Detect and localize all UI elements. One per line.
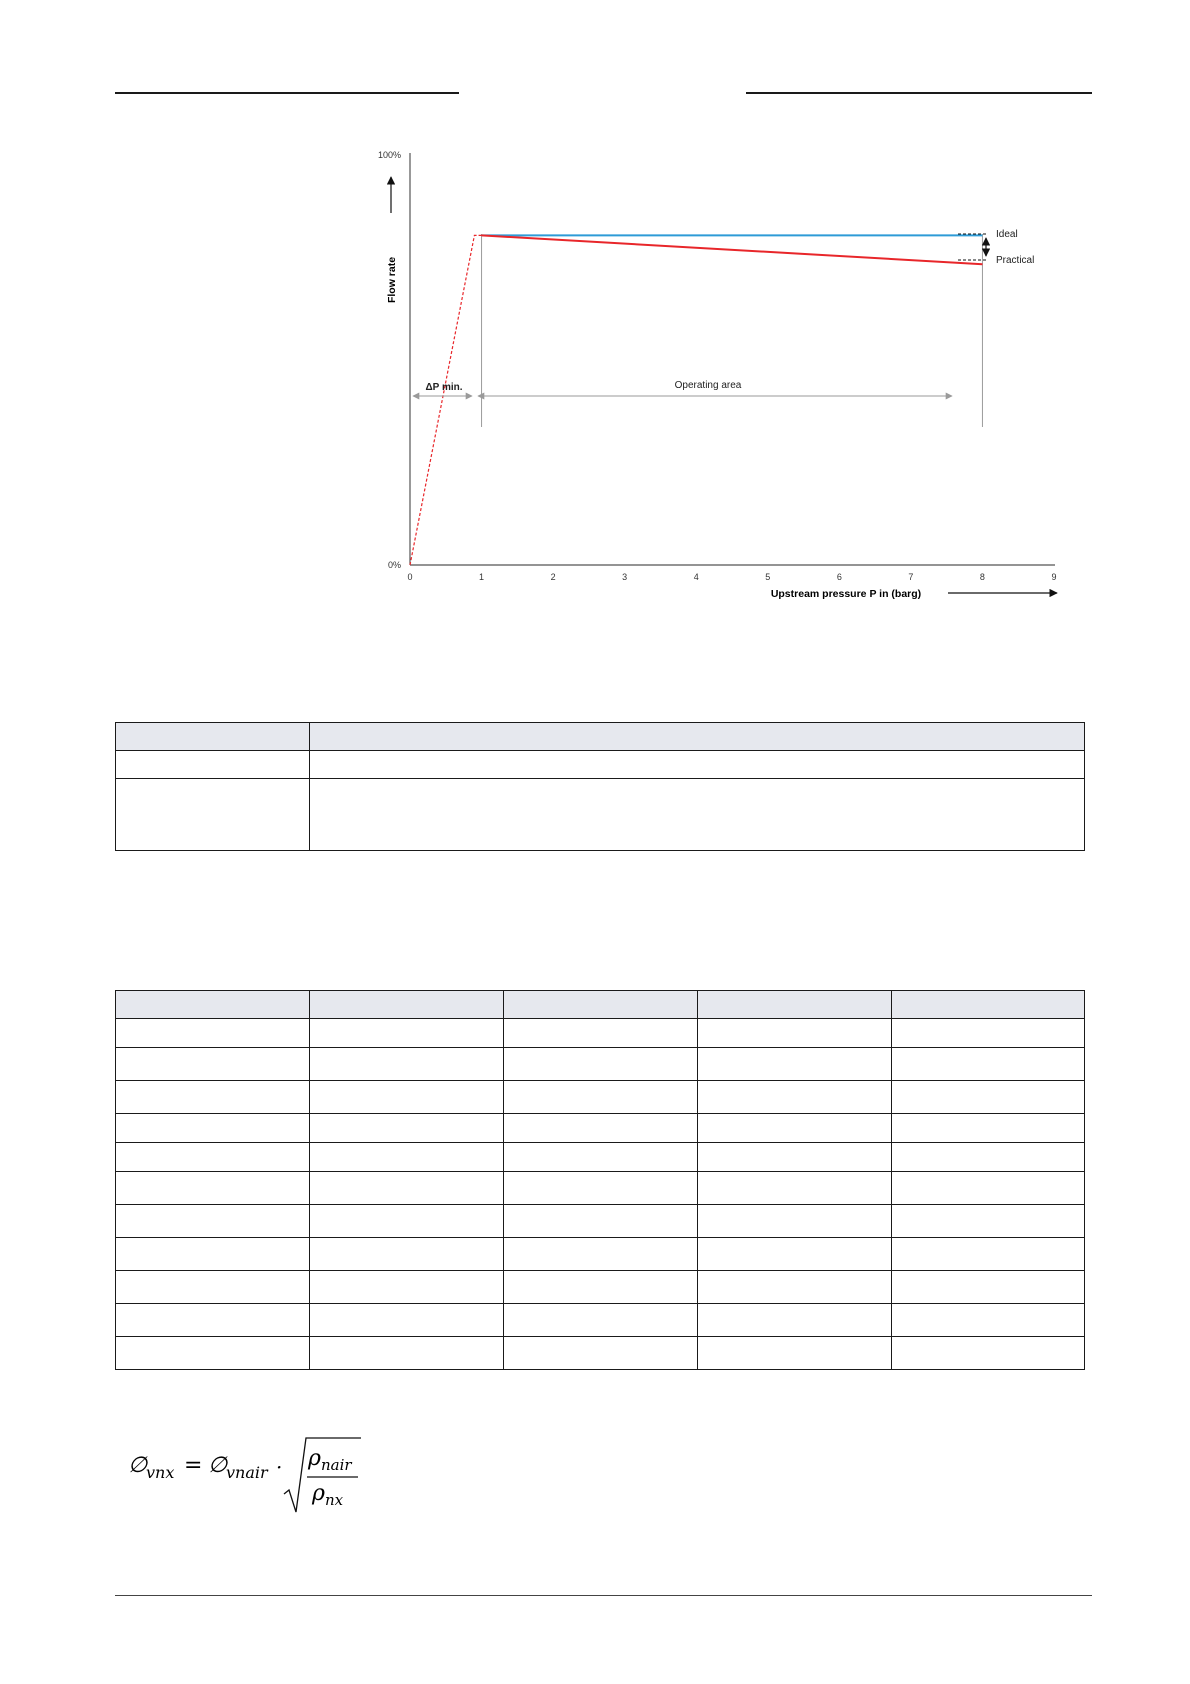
table-cell: [116, 1114, 310, 1143]
y-tick-label: 0%: [387, 560, 401, 570]
x-axis-label: Upstream pressure P in (barg): [770, 588, 922, 600]
table-1: [115, 722, 1085, 851]
table-cell: [504, 1172, 698, 1205]
table-cell: [310, 1271, 504, 1304]
table-cell: [310, 1114, 504, 1143]
table-cell: [310, 1172, 504, 1205]
table-header-cell: [310, 723, 1085, 751]
table-cell: [698, 1304, 892, 1337]
table-cell: [698, 1048, 892, 1081]
table-cell: [504, 1205, 698, 1238]
table-cell: [892, 1143, 1085, 1172]
x-tick-label: 5: [765, 572, 771, 582]
table-header-cell: [504, 991, 698, 1019]
table-cell: [310, 1048, 504, 1081]
delta-p-min-label: ΔP min.: [425, 382, 463, 393]
table-row: [116, 1114, 1085, 1143]
formula-rhs-symbol: ∅: [208, 1453, 228, 1478]
footer-rule: [115, 1595, 1092, 1596]
table-header-row: [116, 991, 1085, 1019]
table-row: [116, 1143, 1085, 1172]
table-cell: [116, 751, 310, 779]
series-practical: [482, 235, 983, 264]
table-row: [116, 1304, 1085, 1337]
y-axis-label: Flow rate: [386, 256, 398, 304]
table-cell: [116, 1048, 310, 1081]
flow-rate-chart: [360, 140, 1080, 610]
table-cell: [504, 1048, 698, 1081]
table-cell: [892, 1048, 1085, 1081]
table-cell: [698, 1337, 892, 1370]
header-rule-left: [115, 92, 459, 94]
table-cell: [310, 751, 1085, 779]
series-startup-dashed: [410, 235, 482, 565]
table-cell: [310, 1205, 504, 1238]
x-tick-label: 3: [622, 572, 628, 582]
table-cell: [892, 1081, 1085, 1114]
x-tick-label: 4: [693, 572, 699, 582]
y-tick-label: 100%: [377, 150, 401, 160]
table-row: [116, 1205, 1085, 1238]
table-cell: [504, 1271, 698, 1304]
table-cell: [504, 1143, 698, 1172]
table-cell: [892, 1337, 1085, 1370]
table-header-row: [116, 723, 1085, 751]
header-rule-right: [746, 92, 1092, 94]
table-row: [116, 1238, 1085, 1271]
formula-numerator-symbol: ρ: [308, 1446, 321, 1471]
table-header-cell: [310, 991, 504, 1019]
table-cell: [698, 1205, 892, 1238]
table-cell: [698, 1238, 892, 1271]
flow-conversion-formula: [126, 1432, 386, 1522]
table-cell: [892, 1271, 1085, 1304]
table-cell: [892, 1019, 1085, 1048]
table-cell: [892, 1238, 1085, 1271]
table-header-cell: [116, 991, 310, 1019]
x-tick-label: 2: [550, 572, 556, 582]
x-tick-label: 8: [979, 572, 985, 582]
table-cell: [310, 1143, 504, 1172]
table-row: [116, 1271, 1085, 1304]
table-cell: [698, 1143, 892, 1172]
table-row: [116, 1019, 1085, 1048]
table-cell: [116, 1238, 310, 1271]
x-tick-label: 7: [908, 572, 914, 582]
table-cell: [116, 1019, 310, 1048]
table-cell: [116, 1271, 310, 1304]
formula-lhs-symbol: ∅: [128, 1453, 148, 1478]
table-row: [116, 1172, 1085, 1205]
table-cell: [116, 1205, 310, 1238]
table-cell: [504, 1019, 698, 1048]
table-cell: [892, 1114, 1085, 1143]
table-cell: [504, 1337, 698, 1370]
table-cell: [116, 1337, 310, 1370]
formula-rhs-subscript: vnair: [226, 1463, 268, 1482]
table-cell: [116, 1143, 310, 1172]
table-cell: [892, 1205, 1085, 1238]
table-cell: [116, 1172, 310, 1205]
table-cell: [116, 779, 310, 851]
x-tick-label: 9: [1051, 572, 1057, 582]
table-cell: [310, 1081, 504, 1114]
ideal-label: Ideal: [996, 229, 1018, 240]
formula-numerator-subscript: nair: [321, 1456, 352, 1474]
table-cell: [698, 1081, 892, 1114]
table-header-cell: [698, 991, 892, 1019]
formula-equals: =: [184, 1453, 203, 1478]
table-cell: [698, 1019, 892, 1048]
table-cell: [504, 1238, 698, 1271]
operating-area-label: Operating area: [674, 380, 742, 391]
table-cell: [698, 1172, 892, 1205]
table-cell: [310, 1238, 504, 1271]
table-2: [115, 990, 1085, 1370]
table-cell: [892, 1304, 1085, 1337]
table-header-cell: [892, 991, 1085, 1019]
formula-denominator-subscript: nx: [325, 1491, 344, 1509]
table-cell: [116, 1081, 310, 1114]
x-tick-label: 1: [479, 572, 485, 582]
formula-lhs-subscript: vnx: [146, 1463, 175, 1482]
table-cell: [698, 1271, 892, 1304]
table-cell: [698, 1114, 892, 1143]
formula-dot: ·: [276, 1455, 283, 1479]
table-cell: [310, 779, 1085, 851]
table-cell: [310, 1337, 504, 1370]
table-row: [116, 1048, 1085, 1081]
table-cell: [892, 1172, 1085, 1205]
table-row: [116, 1337, 1085, 1370]
table-row: [116, 779, 1085, 851]
x-tick-label: 0: [407, 572, 413, 582]
table-row: [116, 751, 1085, 779]
formula-denominator-symbol: ρ: [312, 1481, 325, 1506]
table-cell: [310, 1304, 504, 1337]
table-cell: [504, 1114, 698, 1143]
table-cell: [116, 1304, 310, 1337]
table-cell: [504, 1081, 698, 1114]
table-row: [116, 1081, 1085, 1114]
table-cell: [504, 1304, 698, 1337]
x-tick-label: 6: [836, 572, 842, 582]
practical-label: Practical: [996, 255, 1035, 266]
table-header-cell: [116, 723, 310, 751]
table-cell: [310, 1019, 504, 1048]
x-tick-labels: [407, 572, 1056, 582]
